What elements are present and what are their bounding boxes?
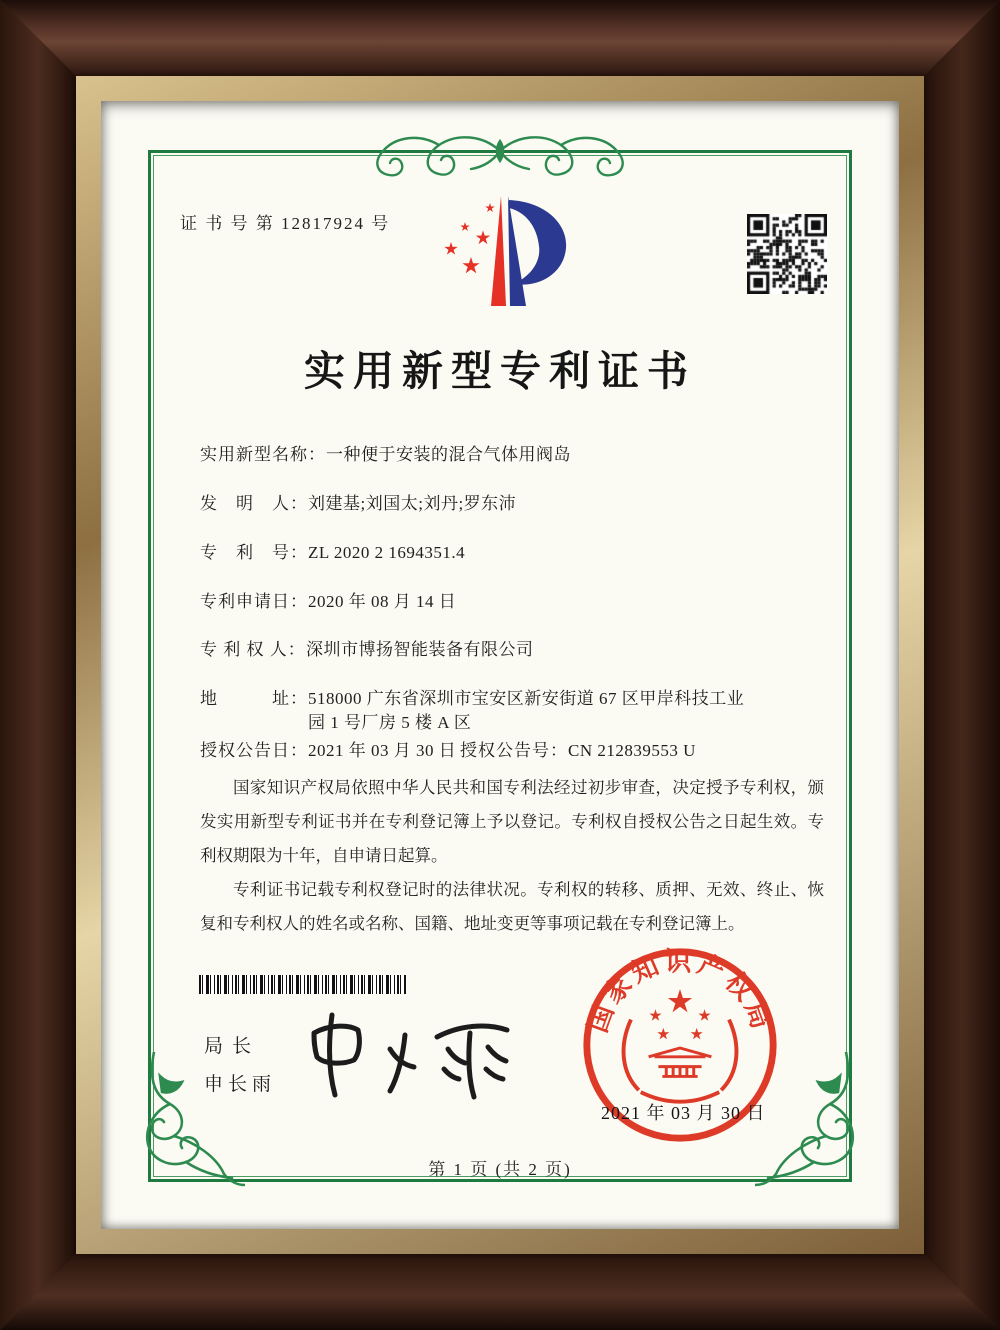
- field-row-patent-no: [200, 541, 840, 565]
- field-value: ZL 2020 2 1694351.4: [308, 543, 466, 562]
- field-label: 专利申请日：: [200, 592, 308, 611]
- field-label: 专 利 权 人：: [200, 640, 306, 659]
- field-value: CN 212839553 U: [568, 741, 696, 760]
- field-label: 地 址：: [200, 689, 308, 708]
- qr-code: [747, 214, 827, 294]
- barcode: [199, 975, 406, 994]
- director-signature: [302, 1003, 517, 1108]
- address-line-1: 518000 广东省深圳市宝安区新安街道 67 区甲岸科技工业: [308, 689, 745, 708]
- field-row-patentee: [200, 638, 840, 662]
- logo-stars: [444, 203, 494, 273]
- body-paragraph-1: 国家知识产权局依照中华人民共和国专利法经过初步审查，决定授予专利权，颁发实用新型专利证书并在专利登记簿上予以登记。专利权自授权公告之日起生效。专利权期限为十年，自申请日起算。: [200, 778, 824, 865]
- seal-agency-text: 国家知识产权局: [582, 946, 778, 1037]
- certificate-number: 证 书 号 第 12817924 号: [180, 214, 391, 233]
- seal-date: 2021 年 03 月 30 日: [601, 1103, 766, 1123]
- frame-wood-right: [924, 0, 1000, 1330]
- director-name: 申长雨: [204, 1074, 277, 1095]
- field-value: 2021 年 03 月 30 日: [308, 741, 457, 760]
- director-title: 局长: [204, 1036, 261, 1057]
- field-row-grant: [200, 739, 840, 763]
- address-line-2: 园 1 号厂房 5 楼 A 区: [308, 713, 472, 732]
- field-value: [308, 687, 813, 735]
- field-label: 授权公告号：: [460, 741, 568, 760]
- field-row-name: [200, 443, 840, 467]
- field-grant-number: [460, 739, 696, 763]
- field-label: 实用新型名称：: [200, 445, 326, 464]
- field-value: 2020 年 08 月 14 日: [308, 592, 457, 611]
- field-value: 深圳市博扬智能装备有限公司: [306, 640, 534, 659]
- seal-emblem-wreath: [624, 1020, 737, 1102]
- field-row-filing-date: [200, 590, 840, 614]
- frame-wood-bottom: [0, 1254, 1000, 1330]
- certificate-body: [200, 771, 824, 941]
- field-label: 授权公告日：: [200, 741, 308, 760]
- seal-emblem-gate: [649, 1048, 712, 1076]
- certificate-title: 实用新型专利证书: [304, 348, 696, 394]
- body-paragraph-2: 专利证书记载专利权登记时的法律状况。专利权的转移、质押、无效、终止、恢复和专利权人的姓名或名称、国籍、地址变更等事项记载在专利登记簿上。: [200, 880, 824, 933]
- cnipa-logo: [438, 194, 574, 308]
- seal-emblem-stars: [649, 989, 710, 1039]
- page-footer: 第 1 页 (共 2 页): [428, 1160, 572, 1179]
- field-label: 专 利 号：: [200, 543, 308, 562]
- field-row-address: [200, 687, 840, 735]
- field-row-inventors: [200, 492, 840, 516]
- logo-red-wedge: [491, 196, 506, 306]
- field-value: 刘建基;刘国太;刘丹;罗东沛: [308, 494, 517, 513]
- frame-wood-top: [0, 0, 1000, 76]
- field-label: 发 明 人：: [200, 494, 308, 513]
- frame-wood-left: [0, 0, 76, 1330]
- field-value: 一种便于安装的混合气体用阀岛: [326, 445, 571, 464]
